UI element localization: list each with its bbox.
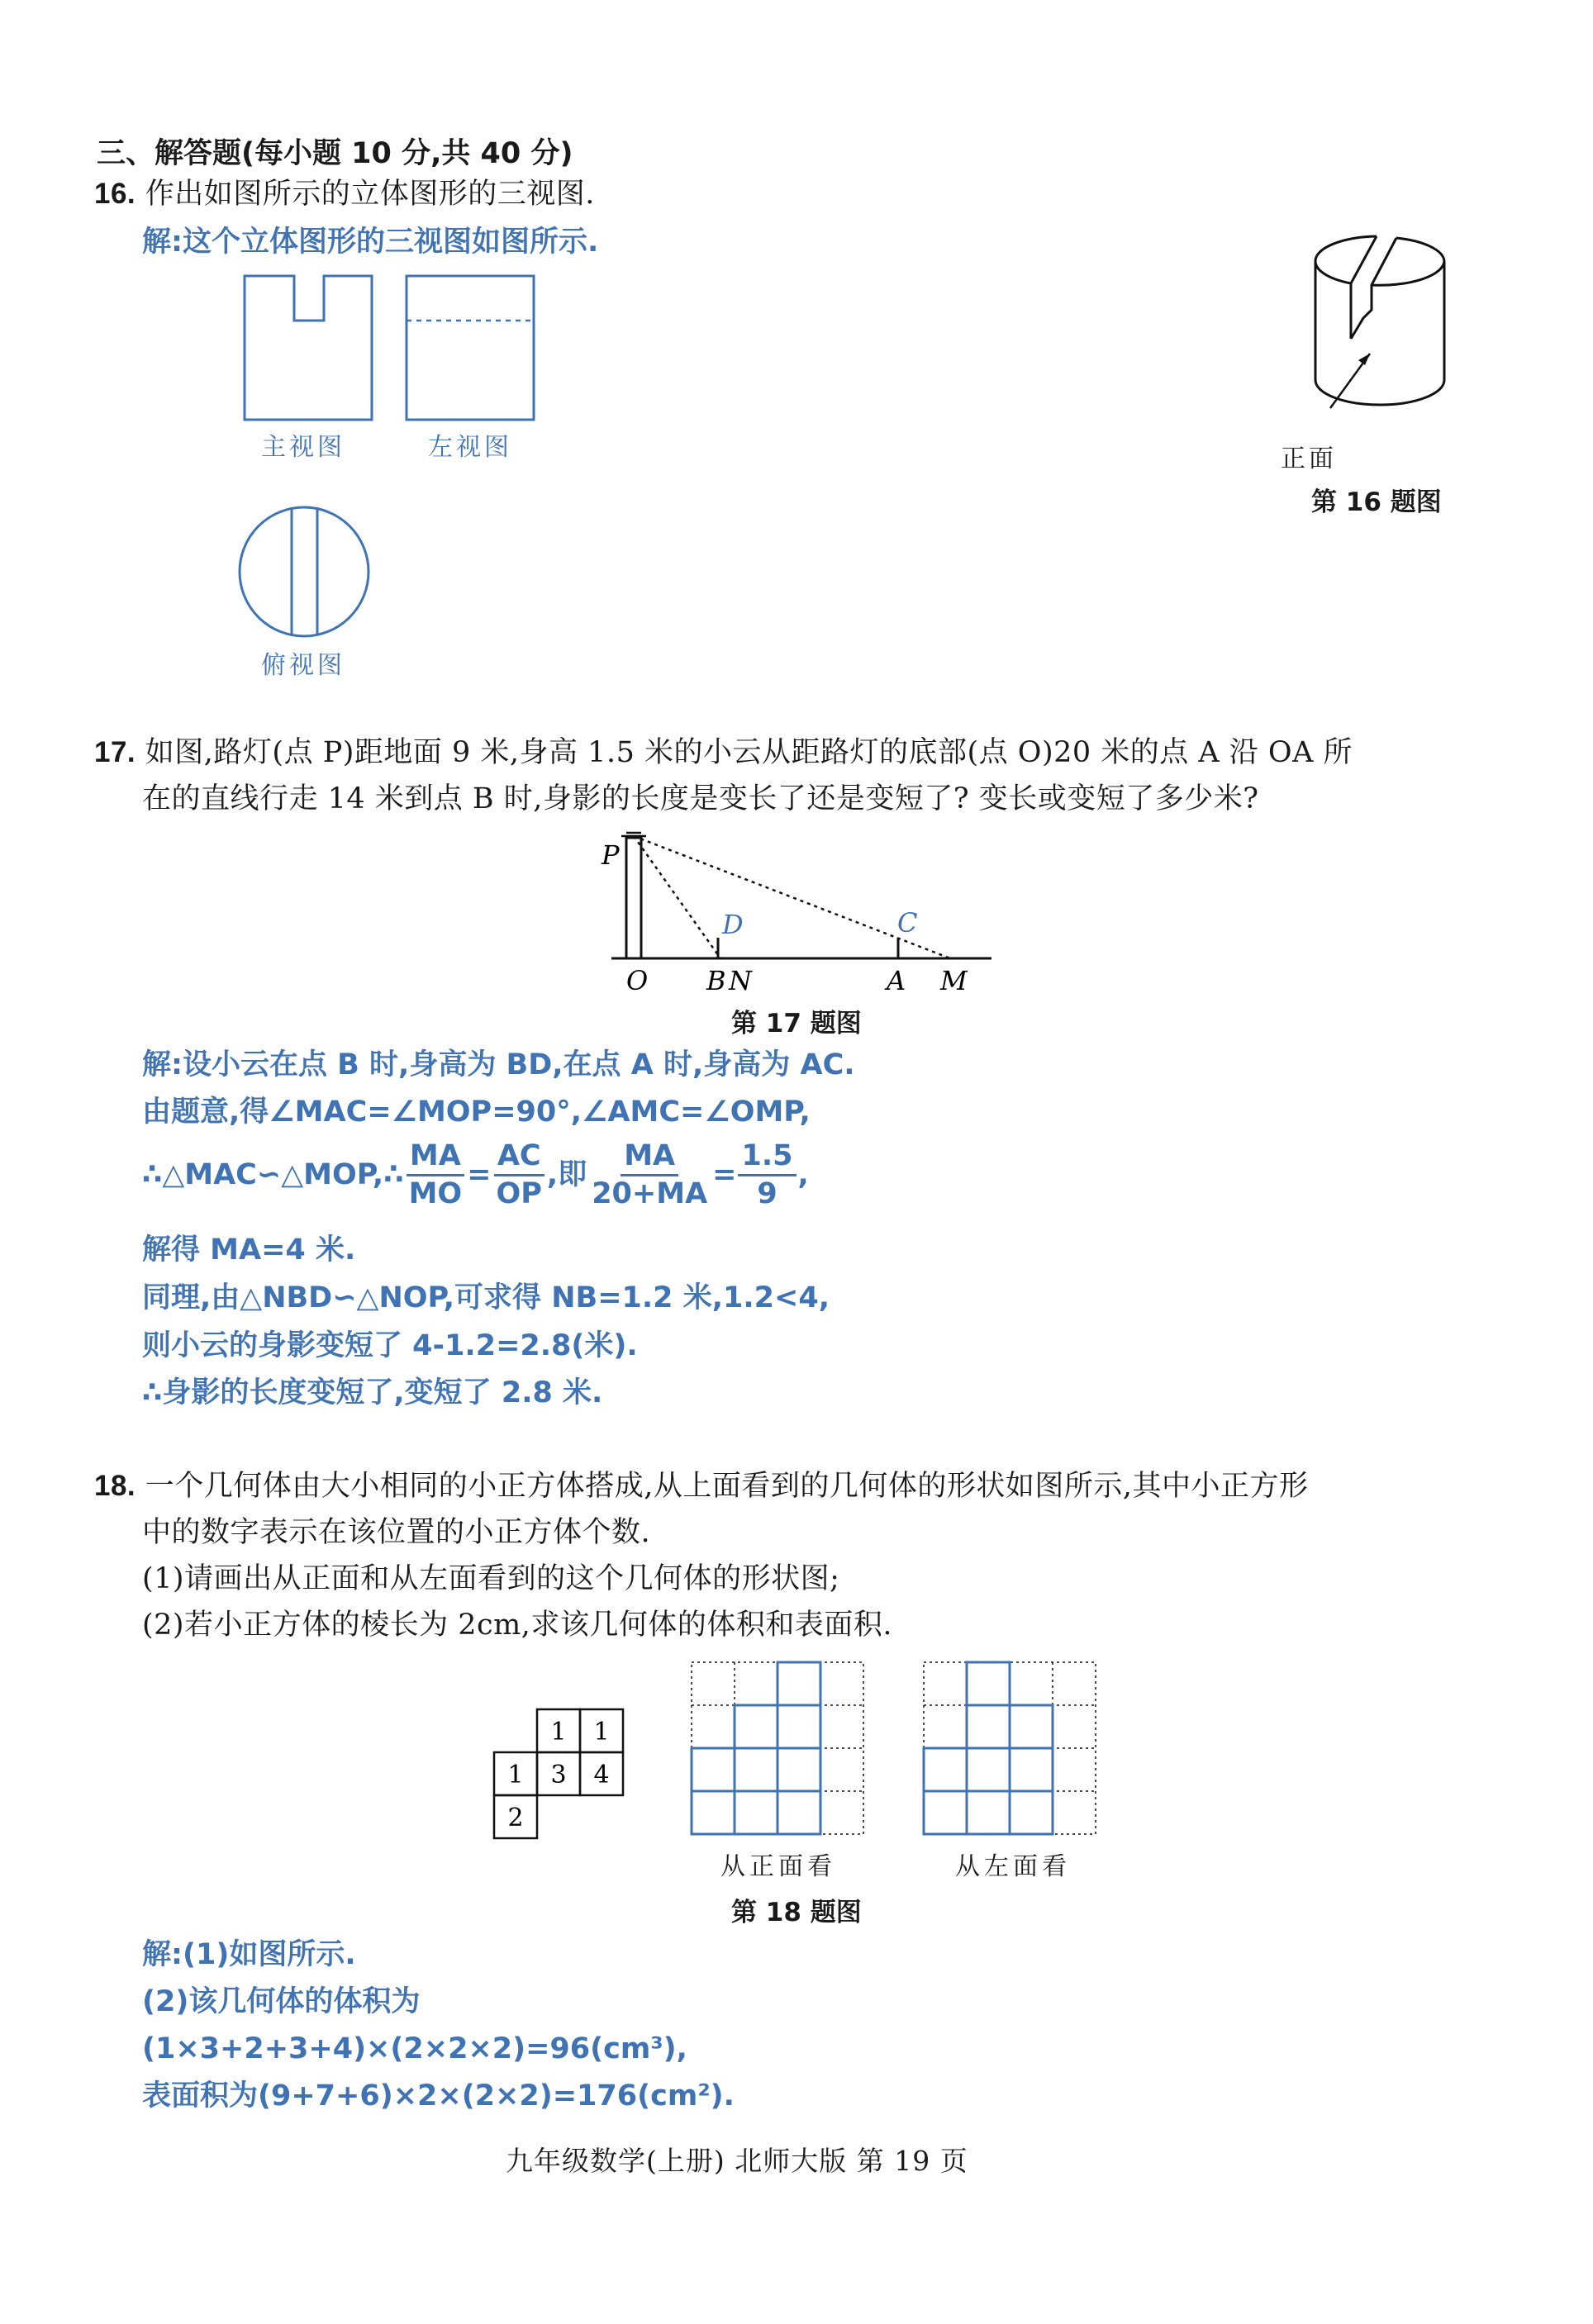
q17-text-row [94, 735, 1353, 770]
point-p: P [602, 839, 620, 871]
q16-answer: 解:这个立体图形的三视图如图所示. [142, 226, 599, 259]
point-b: B [706, 965, 726, 996]
front-view-label: 主视图 [261, 433, 345, 462]
q18-left-label: 从左面看 [955, 1852, 1071, 1881]
point-n: N [729, 965, 752, 996]
fraction-ma-mo: $\frac{MA}{MO}$ [406, 1140, 466, 1210]
fraction-ac-op: $\frac{AC}{OP}$ [493, 1140, 545, 1210]
q18-line1: 一个几何体由大小相同的小正方体搭成,从上面看到的几何体的形状如图所示,其中小正方形 [145, 1470, 1309, 1503]
q18-number: 18. [94, 1470, 136, 1502]
q17-answer-line2: 由题意,得∠MAC=∠MOP=90°,∠AMC=∠OMP, [142, 1095, 811, 1129]
q18-left-view-grid [922, 1661, 1106, 1844]
grid-cell-value: 4 [593, 1761, 610, 1789]
q18-answer-line3: (1×3+2+3+4)×(2×2×2)=96(cm³), [142, 2032, 687, 2065]
q16-figure-caption: 第 16 题图 [1311, 487, 1442, 517]
q17-answer-line1: 解:设小云在点 B 时,身高为 BD,在点 A 时,身高为 AC. [142, 1048, 855, 1081]
front-view-shape [245, 276, 372, 420]
q18-answer-line1: 解:(1)如图所示. [142, 1938, 356, 1971]
q17-lamp-figure [578, 818, 1008, 1000]
top-view-circle [240, 507, 369, 636]
q18-part2: (2)若小正方体的棱长为 2cm,求该几何体的体积和表面积. [142, 1609, 893, 1642]
left-view-label: 左视图 [428, 433, 512, 462]
point-d: D [722, 909, 744, 940]
q16-number: 16. [94, 178, 136, 210]
q18-line2: 中的数字表示在该位置的小正方体个数. [142, 1516, 651, 1549]
q16-three-views [231, 264, 562, 694]
q18-answer-line2: (2)该几何体的体积为 [142, 1985, 421, 2018]
grid-cell-value: 3 [550, 1761, 567, 1789]
q16-text-row [94, 177, 595, 211]
q18-figure-caption: 第 18 题图 [731, 1898, 862, 1927]
point-a: A [887, 965, 906, 996]
q18-part1: (1)请画出从正面和从左面看到的这个几何体的形状图; [142, 1562, 840, 1595]
left-view-shape [407, 276, 534, 420]
q17-answer-line7: ∴身影的长度变短了,变短了 2.8 米. [142, 1376, 603, 1409]
q17-answer-line3: ∴△MAC∽△MOP,∴ $\frac{MA}{MO}$ = $\frac{AC}{OP}$ ,即 $\frac{MA}{20+MA}$ = $\frac{1.5}{9}$ , [142, 1139, 809, 1210]
q18-text-row [94, 1469, 1309, 1504]
q16-cylinder-figure [1272, 207, 1471, 471]
q16-text: 作出如图所示的立体图形的三视图. [145, 178, 595, 211]
q17-line1: 如图,路灯(点 P)距地面 9 米,身高 1.5 米的小云从距路灯的底部(点 O)20 米的点 A 沿 OA 所 [145, 736, 1353, 769]
q18-front-label: 从正面看 [720, 1852, 836, 1881]
grid-cell-value: 1 [593, 1718, 610, 1747]
q18-answer-line4: 表面积为(9+7+6)×2×(2×2)=176(cm²). [142, 2079, 735, 2113]
q17-answer-line5: 同理,由△NBD∽△NOP,可求得 NB=1.2 米,1.2<4, [142, 1281, 830, 1314]
point-c: C [897, 907, 918, 939]
q17-figure-caption: 第 17 题图 [731, 1009, 862, 1038]
point-o: O [626, 965, 649, 996]
grid-cell-value: 1 [507, 1761, 524, 1789]
fraction-ma-sum: $\frac{MA}{20+MA}$ [592, 1139, 708, 1210]
top-view-label: 俯视图 [261, 651, 345, 680]
q18-front-view-grid [690, 1661, 873, 1844]
fraction-ratio: $\frac{1.5}{9}$ [738, 1140, 796, 1210]
q18-top-grid [487, 1706, 636, 1846]
q17-line2: 在的直线行走 14 米到点 B 时,身影的长度是变长了还是变短了? 变长或变短了多少米? [142, 782, 1259, 815]
section-title: 三、解答题(每小题 10 分,共 40 分) [97, 137, 573, 170]
grid-cell-value: 2 [507, 1804, 524, 1832]
q17-answer-line6: 则小云的身影变短了 4-1.2=2.8(米). [142, 1329, 638, 1362]
page-footer: 九年级数学(上册) 北师大版 第 19 页 [506, 2145, 968, 2177]
point-m: M [940, 965, 968, 996]
q16-front-label: 正面 [1281, 444, 1337, 473]
q17-answer-line4: 解得 MA=4 米. [142, 1233, 356, 1267]
q17-number: 17. [94, 736, 136, 768]
grid-cell-value: 1 [550, 1718, 567, 1747]
